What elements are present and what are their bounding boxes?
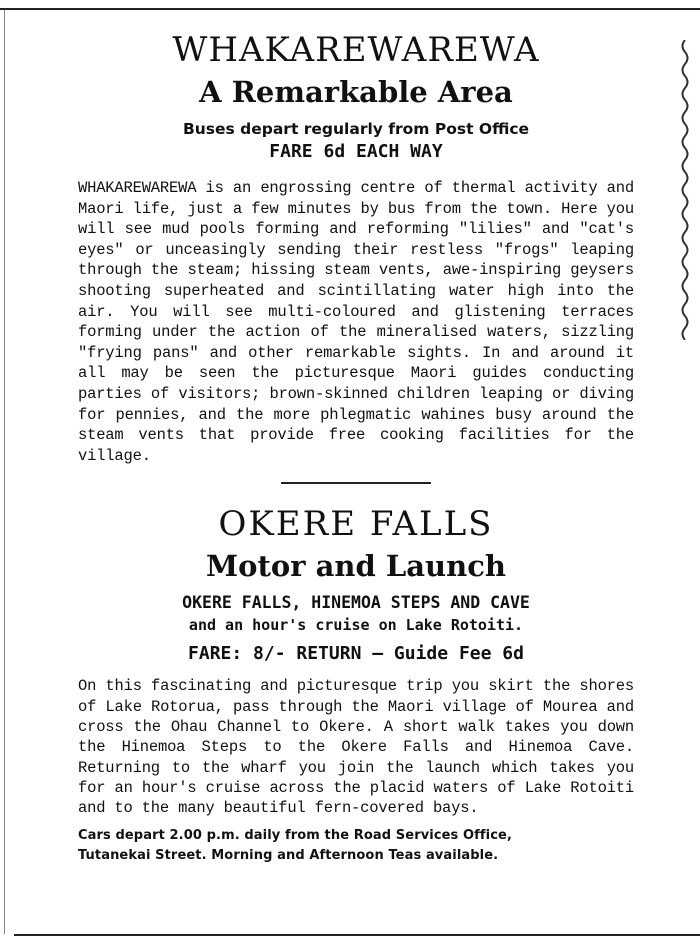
footer-line-2: Tutanekai Street. Morning and Afternoon Teas available.: [78, 848, 499, 864]
advert-content: [78, 28, 634, 866]
decorative-border: [678, 40, 692, 340]
whakarewarewa-body: WHAKAREWAREWA is an engrossing centre of thermal activity and Maori life, just a few minutes by bus from the town. Here you will see mud pools forming and reforming "lilies" and "cat's eyes" or unceasingly sending their restless "frogs" leaping through the steam; hissing steam vents, awe-inspiring geysers shooting superheated and scintillating water high into the air. You will see multi-coloured and glistening terraces forming under the action of the mineralised waters, sizzling "frying pans" and other remarkable sights. In and around it all may be seen the picturesque Maori guides conducting parties of visitors; brown-skinned children leaping or diving for pennies, and the more phlegmatic wahines busy around the steam vents that provide free cooking facilities for the village.: [78, 179, 634, 465]
whakarewarewa-section: [78, 28, 634, 466]
bottom-rule: [14, 934, 700, 936]
top-rule: [0, 8, 700, 10]
okere-route: OKERE FALLS, HINEMOA STEPS AND CAVE: [182, 593, 530, 613]
section-divider: [281, 482, 431, 484]
okere-title: OKERE FALLS: [218, 504, 494, 545]
footer-line-1: Cars depart 2.00 p.m. daily from the Road Services Office,: [78, 828, 512, 844]
okere-section: [78, 502, 634, 866]
whakarewarewa-fare: FARE 6d EACH WAY: [269, 141, 443, 162]
left-rule: [4, 10, 5, 934]
whakarewarewa-subtitle: A Remarkable Area: [199, 75, 513, 109]
whakarewarewa-title: WHAKAREWAREWA: [172, 30, 540, 70]
bus-departure-line: Buses depart regularly from Post Office: [182, 120, 530, 138]
okere-departure-footer: [78, 826, 634, 866]
okere-body: On this fascinating and picturesque trip you skirt the shores of Lake Rotorua, pass through the Maori village of Mourea and cross the Ohau Channel to Okere. A short walk takes you down the Hinemoa Steps to the Okere Falls and Hinemoa Cave. Returning to the wharf you join the launch which takes you for an hour's cruise across the placid waters of Lake Rotoiti and to the many beautiful fern-covered bays.: [78, 677, 634, 818]
okere-cruise: and an hour's cruise on Lake Rotoiti.: [188, 616, 524, 635]
okere-subtitle: Motor and Launch: [206, 549, 506, 584]
okere-fare: FARE: 8/- RETURN — Guide Fee 6d: [188, 643, 524, 665]
